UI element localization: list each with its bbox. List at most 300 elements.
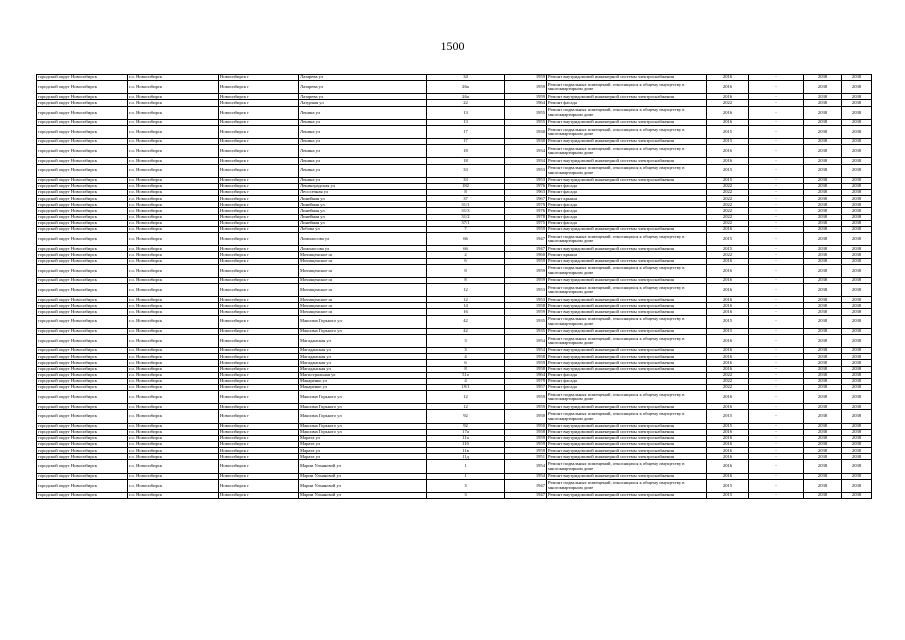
street-cell: Линейная ул <box>299 214 427 220</box>
street-cell: Магаданская ул <box>299 348 427 354</box>
house-number-cell: 8 <box>427 366 505 372</box>
planned-year-cell: 2015 <box>707 492 749 498</box>
city-cell: Новосибирск г <box>219 258 299 264</box>
end-year-2-cell: 2038 <box>842 354 872 360</box>
year-built-cell: 1954 <box>505 334 547 347</box>
city-cell: Новосибирск г <box>219 100 299 106</box>
housing-repair-table <box>36 74 872 499</box>
planned-year-cell: 2016 <box>707 404 749 410</box>
end-year-cell: 2038 <box>804 139 842 145</box>
district-cell: городской округ Новосибирск <box>37 391 128 404</box>
district-cell: городской округ Новосибирск <box>37 309 128 315</box>
municipality-cell: г.о. Новосибирск <box>128 158 219 164</box>
work-type-cell: Ремонт внутридомовой инженерной системы электроснабжения <box>547 158 707 164</box>
municipality-cell: г.о. Новосибирск <box>128 360 219 366</box>
work-type-cell: Ремонт подвальных помещений, относящихся к общему имуществу в многоквартирном доме <box>547 460 707 473</box>
work-type-cell: Ремонт фасада <box>547 100 707 106</box>
work-type-cell: Ремонт внутридомовой инженерной системы электроснабжения <box>547 246 707 252</box>
year-built-cell: 1959 <box>505 442 547 448</box>
district-cell: городской округ Новосибирск <box>37 196 128 202</box>
end-year-2-cell: 2038 <box>842 208 872 214</box>
dash-cell: - <box>749 264 804 277</box>
work-type-cell: Ремонт подвальных помещений, относящихся к общему имуществу в многоквартирном доме <box>547 315 707 328</box>
planned-year-cell: 2022 <box>707 252 749 258</box>
work-type-cell: Ремонт внутридомовой инженерной системы электроснабжения <box>547 75 707 81</box>
year-built-cell: 1976 <box>505 208 547 214</box>
house-number-cell: 1 <box>427 473 505 479</box>
city-cell: Новосибирск г <box>219 429 299 435</box>
end-year-cell: 2038 <box>804 429 842 435</box>
district-cell: городской округ Новосибирск <box>37 183 128 189</box>
page-number: 1500 <box>440 39 465 53</box>
end-year-2-cell: 2038 <box>842 100 872 106</box>
municipality-cell: г.о. Новосибирск <box>128 315 219 328</box>
end-year-cell: 2038 <box>804 183 842 189</box>
street-cell: Линейная ул <box>299 208 427 214</box>
planned-year-cell: 2022 <box>707 384 749 390</box>
table-row <box>37 334 872 347</box>
city-cell: Новосибирск г <box>219 315 299 328</box>
street-cell: Мочищенское ш <box>299 277 427 283</box>
end-year-2-cell: 2038 <box>842 125 872 138</box>
district-cell: городской округ Новосибирск <box>37 81 128 94</box>
planned-year-cell: 2015 <box>707 246 749 252</box>
district-cell: городской округ Новосибирск <box>37 334 128 347</box>
year-built-cell: 1950 <box>505 410 547 423</box>
year-built-cell: 1976 <box>505 183 547 189</box>
work-type-cell: Ремонт внутридомовой инженерной системы электроснабжения <box>547 258 707 264</box>
house-number-cell: 31/2 <box>427 214 505 220</box>
municipality-cell: г.о. Новосибирск <box>128 460 219 473</box>
planned-year-cell: 2015 <box>707 328 749 334</box>
end-year-2-cell: 2038 <box>842 360 872 366</box>
end-year-2-cell: 2038 <box>842 391 872 404</box>
dash-cell: - <box>749 177 804 183</box>
work-type-cell: Ремонт внутридомовой инженерной системы электроснабжения <box>547 277 707 283</box>
end-year-cell: 2038 <box>804 442 842 448</box>
city-cell: Новосибирск г <box>219 334 299 347</box>
city-cell: Новосибирск г <box>219 202 299 208</box>
house-number-cell: 17 <box>427 139 505 145</box>
year-built-cell: 1959 <box>505 264 547 277</box>
work-type-cell: Ремонт подвальных помещений, относящихся к общему имуществу в многоквартирном доме <box>547 334 707 347</box>
city-cell: Новосибирск г <box>219 283 299 296</box>
municipality-cell: г.о. Новосибирск <box>128 297 219 303</box>
municipality-cell: г.о. Новосибирск <box>128 277 219 283</box>
work-type-cell: Ремонт подвальных помещений, относящихся к общему имуществу в многоквартирном доме <box>547 81 707 94</box>
table-row <box>37 479 872 492</box>
house-number-cell: 17 <box>427 125 505 138</box>
street-cell: Мочищенское ш <box>299 297 427 303</box>
street-cell: Мочищенское ш <box>299 309 427 315</box>
end-year-2-cell: 2038 <box>842 164 872 177</box>
work-type-cell: Ремонт подвальных помещений, относящихся к общему имуществу в многоквартирном доме <box>547 391 707 404</box>
street-cell: Марии Ульяновой ул <box>299 479 427 492</box>
municipality-cell: г.о. Новосибирск <box>128 106 219 119</box>
dash-cell: - <box>749 81 804 94</box>
city-cell: Новосибирск г <box>219 372 299 378</box>
year-built-cell: 1954 <box>505 348 547 354</box>
end-year-cell: 2038 <box>804 303 842 309</box>
planned-year-cell: 2016 <box>707 258 749 264</box>
city-cell: Новосибирск г <box>219 391 299 404</box>
year-built-cell: 1964 <box>505 372 547 378</box>
end-year-2-cell: 2038 <box>842 81 872 94</box>
municipality-cell: г.о. Новосибирск <box>128 309 219 315</box>
district-cell: городской округ Новосибирск <box>37 139 128 145</box>
municipality-cell: г.о. Новосибирск <box>128 252 219 258</box>
street-cell: Мочищенское ш <box>299 283 427 296</box>
end-year-cell: 2038 <box>804 378 842 384</box>
end-year-2-cell: 2038 <box>842 75 872 81</box>
planned-year-cell: 2022 <box>707 214 749 220</box>
work-type-cell: Ремонт внутридомовой инженерной системы электроснабжения <box>547 328 707 334</box>
year-built-cell: 1954 <box>505 473 547 479</box>
year-built-cell: 1959 <box>505 404 547 410</box>
dash-cell: - <box>749 448 804 454</box>
planned-year-cell: 2015 <box>707 233 749 246</box>
street-cell: Магаданская ул <box>299 366 427 372</box>
work-type-cell: Ремонт фасада <box>547 190 707 196</box>
end-year-cell: 2038 <box>804 233 842 246</box>
end-year-2-cell: 2038 <box>842 404 872 410</box>
district-cell: городской округ Новосибирск <box>37 492 128 498</box>
street-cell: Максима Горького ул <box>299 410 427 423</box>
end-year-2-cell: 2038 <box>842 303 872 309</box>
city-cell: Новосибирск г <box>219 226 299 232</box>
planned-year-cell: 2016 <box>707 303 749 309</box>
end-year-2-cell: 2038 <box>842 448 872 454</box>
dash-cell: - <box>749 492 804 498</box>
planned-year-cell: 2015 <box>707 164 749 177</box>
street-cell: Лазурная ул <box>299 100 427 106</box>
year-built-cell: 1934 <box>505 145 547 158</box>
end-year-cell: 2038 <box>804 190 842 196</box>
house-number-cell: 42 <box>427 328 505 334</box>
work-type-cell: Ремонт фасада <box>547 372 707 378</box>
dash-cell: - <box>749 277 804 283</box>
table-row <box>37 283 872 296</box>
year-built-cell: 1959 <box>505 258 547 264</box>
house-number-cell: 37/1 <box>427 220 505 226</box>
year-built-cell: 1935 <box>505 315 547 328</box>
end-year-cell: 2038 <box>804 360 842 366</box>
work-type-cell: Ремонт внутридомовой инженерной системы электроснабжения <box>547 177 707 183</box>
municipality-cell: г.о. Новосибирск <box>128 220 219 226</box>
work-type-cell: Ремонт внутридомовой инженерной системы электроснабжения <box>547 435 707 441</box>
end-year-cell: 2038 <box>804 164 842 177</box>
work-type-cell: Ремонт подвальных помещений, относящихся к общему имуществу в многоквартирном доме <box>547 106 707 119</box>
dash-cell: - <box>749 315 804 328</box>
street-cell: Магаданская ул <box>299 334 427 347</box>
end-year-cell: 2038 <box>804 81 842 94</box>
district-cell: городской округ Новосибирск <box>37 473 128 479</box>
street-cell: Ленина ул <box>299 158 427 164</box>
district-cell: городской округ Новосибирск <box>37 360 128 366</box>
house-number-cell: 3 <box>427 348 505 354</box>
municipality-cell: г.о. Новосибирск <box>128 202 219 208</box>
district-cell: городской округ Новосибирск <box>37 208 128 214</box>
year-built-cell: 1959 <box>505 75 547 81</box>
municipality-cell: г.о. Новосибирск <box>128 226 219 232</box>
city-cell: Новосибирск г <box>219 360 299 366</box>
city-cell: Новосибирск г <box>219 139 299 145</box>
house-number-cell: 51а <box>427 372 505 378</box>
table-row <box>37 315 872 328</box>
year-built-cell: 1935 <box>505 328 547 334</box>
dash-cell: - <box>749 202 804 208</box>
city-cell: Новосибирск г <box>219 190 299 196</box>
street-cell: Ленина ул <box>299 145 427 158</box>
house-number-cell: 6 <box>427 360 505 366</box>
end-year-2-cell: 2038 <box>842 177 872 183</box>
year-built-cell: 1979 <box>505 378 547 384</box>
municipality-cell: г.о. Новосибирск <box>128 404 219 410</box>
district-cell: городской округ Новосибирск <box>37 479 128 492</box>
year-built-cell: 1979 <box>505 202 547 208</box>
district-cell: городской округ Новосибирск <box>37 283 128 296</box>
work-type-cell: Ремонт фасада <box>547 220 707 226</box>
district-cell: городской округ Новосибирск <box>37 303 128 309</box>
street-cell: Лесосечная ул <box>299 190 427 196</box>
municipality-cell: г.о. Новосибирск <box>128 384 219 390</box>
year-built-cell: 1947 <box>505 479 547 492</box>
dash-cell: - <box>749 410 804 423</box>
year-built-cell: 1959 <box>505 226 547 232</box>
dash-cell: - <box>749 348 804 354</box>
city-cell: Новосибирск г <box>219 348 299 354</box>
municipality-cell: г.о. Новосибирск <box>128 208 219 214</box>
house-number-cell: 31/1 <box>427 202 505 208</box>
planned-year-cell: 2016 <box>707 448 749 454</box>
city-cell: Новосибирск г <box>219 145 299 158</box>
end-year-cell: 2038 <box>804 454 842 460</box>
house-number-cell: 11а <box>427 435 505 441</box>
end-year-2-cell: 2038 <box>842 139 872 145</box>
end-year-cell: 2038 <box>804 94 842 100</box>
municipality-cell: г.о. Новосибирск <box>128 454 219 460</box>
district-cell: городской округ Новосибирск <box>37 277 128 283</box>
municipality-cell: г.о. Новосибирск <box>128 372 219 378</box>
district-cell: городской округ Новосибирск <box>37 106 128 119</box>
work-type-cell: Ремонт подвальных помещений, относящихся к общему имуществу в многоквартирном доме <box>547 410 707 423</box>
end-year-2-cell: 2038 <box>842 372 872 378</box>
street-cell: Магаданская ул <box>299 360 427 366</box>
planned-year-cell: 2015 <box>707 315 749 328</box>
street-cell: Лобова ул <box>299 226 427 232</box>
planned-year-cell: 2015 <box>707 177 749 183</box>
end-year-cell: 2038 <box>804 410 842 423</box>
year-built-cell: 1967 <box>505 196 547 202</box>
work-type-cell: Ремонт подвальных помещений, относящихся к общему имуществу в многоквартирном доме <box>547 479 707 492</box>
end-year-cell: 2038 <box>804 208 842 214</box>
end-year-2-cell: 2038 <box>842 378 872 384</box>
year-built-cell: 1959 <box>505 81 547 94</box>
table-row <box>37 106 872 119</box>
planned-year-cell: 2016 <box>707 309 749 315</box>
city-cell: Новосибирск г <box>219 423 299 429</box>
planned-year-cell: 2015 <box>707 423 749 429</box>
city-cell: Новосибирск г <box>219 297 299 303</box>
planned-year-cell: 2016 <box>707 460 749 473</box>
dash-cell: - <box>749 196 804 202</box>
municipality-cell: г.о. Новосибирск <box>128 378 219 384</box>
work-type-cell: Ремонт крыши <box>547 252 707 258</box>
end-year-2-cell: 2038 <box>842 119 872 125</box>
dash-cell: - <box>749 309 804 315</box>
table-row <box>37 410 872 423</box>
end-year-cell: 2038 <box>804 473 842 479</box>
district-cell: городской округ Новосибирск <box>37 145 128 158</box>
work-type-cell: Ремонт фасада <box>547 202 707 208</box>
dash-cell: - <box>749 479 804 492</box>
municipality-cell: г.о. Новосибирск <box>128 442 219 448</box>
city-cell: Новосибирск г <box>219 460 299 473</box>
city-cell: Новосибирск г <box>219 94 299 100</box>
end-year-2-cell: 2038 <box>842 202 872 208</box>
table-row <box>37 233 872 246</box>
year-built-cell: 1958 <box>505 354 547 360</box>
district-cell: городской округ Новосибирск <box>37 378 128 384</box>
district-cell: городской округ Новосибирск <box>37 220 128 226</box>
municipality-cell: г.о. Новосибирск <box>128 214 219 220</box>
district-cell: городской округ Новосибирск <box>37 435 128 441</box>
district-cell: городской округ Новосибирск <box>37 354 128 360</box>
end-year-cell: 2038 <box>804 366 842 372</box>
city-cell: Новосибирск г <box>219 233 299 246</box>
dash-cell: - <box>749 303 804 309</box>
district-cell: городской округ Новосибирск <box>37 177 128 183</box>
dash-cell: - <box>749 246 804 252</box>
dash-cell: - <box>749 372 804 378</box>
end-year-2-cell: 2038 <box>842 226 872 232</box>
municipality-cell: г.о. Новосибирск <box>128 410 219 423</box>
district-cell: городской округ Новосибирск <box>37 190 128 196</box>
house-number-cell: 11б <box>427 442 505 448</box>
street-cell: Линейная ул <box>299 202 427 208</box>
house-number-cell: 4 <box>427 378 505 384</box>
year-built-cell: 1947 <box>505 233 547 246</box>
city-cell: Новосибирск г <box>219 384 299 390</box>
house-number-cell: 1 <box>427 460 505 473</box>
street-cell: Ленина ул <box>299 125 427 138</box>
municipality-cell: г.о. Новосибирск <box>128 473 219 479</box>
end-year-2-cell: 2038 <box>842 258 872 264</box>
dash-cell: - <box>749 252 804 258</box>
house-number-cell: 12 <box>427 391 505 404</box>
end-year-cell: 2038 <box>804 297 842 303</box>
end-year-2-cell: 2038 <box>842 283 872 296</box>
end-year-2-cell: 2038 <box>842 246 872 252</box>
dash-cell: - <box>749 283 804 296</box>
work-type-cell: Ремонт внутридомовой инженерной системы электроснабжения <box>547 303 707 309</box>
dash-cell: - <box>749 139 804 145</box>
street-cell: Ленина ул <box>299 164 427 177</box>
end-year-cell: 2038 <box>804 277 842 283</box>
work-type-cell: Ремонт внутридомовой инженерной системы электроснабжения <box>547 348 707 354</box>
district-cell: городской округ Новосибирск <box>37 297 128 303</box>
dash-cell: - <box>749 423 804 429</box>
end-year-2-cell: 2038 <box>842 106 872 119</box>
house-number-cell: 31/3 <box>427 208 505 214</box>
city-cell: Новосибирск г <box>219 125 299 138</box>
work-type-cell: Ремонт внутридомовой инженерной системы электроснабжения <box>547 119 707 125</box>
end-year-cell: 2038 <box>804 220 842 226</box>
city-cell: Новосибирск г <box>219 264 299 277</box>
city-cell: Новосибирск г <box>219 479 299 492</box>
end-year-cell: 2038 <box>804 246 842 252</box>
street-cell: Максима Горького ул <box>299 328 427 334</box>
municipality-cell: г.о. Новосибирск <box>128 164 219 177</box>
house-number-cell: 13 <box>427 119 505 125</box>
end-year-2-cell: 2038 <box>842 264 872 277</box>
city-cell: Новосибирск г <box>219 366 299 372</box>
house-number-cell: 22 <box>427 100 505 106</box>
municipality-cell: г.о. Новосибирск <box>128 429 219 435</box>
dash-cell: - <box>749 190 804 196</box>
year-built-cell: 1947 <box>505 492 547 498</box>
dash-cell: - <box>749 125 804 138</box>
house-number-cell: 33 <box>427 177 505 183</box>
end-year-cell: 2038 <box>804 460 842 473</box>
end-year-2-cell: 2038 <box>842 435 872 441</box>
work-type-cell: Ремонт внутридомовой инженерной системы электроснабжения <box>547 94 707 100</box>
dash-cell: - <box>749 435 804 441</box>
municipality-cell: г.о. Новосибирск <box>128 100 219 106</box>
end-year-cell: 2038 <box>804 404 842 410</box>
planned-year-cell: 2016 <box>707 354 749 360</box>
table-row <box>37 264 872 277</box>
district-cell: городской округ Новосибирск <box>37 252 128 258</box>
dash-cell: - <box>749 226 804 232</box>
street-cell: Лазарева ул <box>299 81 427 94</box>
work-type-cell: Ремонт внутридомовой инженерной системы электроснабжения <box>547 404 707 410</box>
city-cell: Новосибирск г <box>219 183 299 189</box>
street-cell: Линейная ул <box>299 220 427 226</box>
street-cell: Линейная ул <box>299 196 427 202</box>
district-cell: городской округ Новосибирск <box>37 384 128 390</box>
street-cell: Максима Горького ул <box>299 391 427 404</box>
work-type-cell: Ремонт внутридомовой инженерной системы электроснабжения <box>547 226 707 232</box>
street-cell: Максима Горького ул <box>299 315 427 328</box>
street-cell: Ленина ул <box>299 139 427 145</box>
street-cell: Ленина ул <box>299 106 427 119</box>
city-cell: Новосибирск г <box>219 378 299 384</box>
municipality-cell: г.о. Новосибирск <box>128 233 219 246</box>
end-year-cell: 2038 <box>804 226 842 232</box>
planned-year-cell: 2022 <box>707 100 749 106</box>
work-type-cell: Ремонт внутридомовой инженерной системы электроснабжения <box>547 309 707 315</box>
city-cell: Новосибирск г <box>219 81 299 94</box>
city-cell: Новосибирск г <box>219 410 299 423</box>
street-cell: Мочищенское ш <box>299 303 427 309</box>
dash-cell: - <box>749 360 804 366</box>
planned-year-cell: 2016 <box>707 442 749 448</box>
district-cell: городской округ Новосибирск <box>37 410 128 423</box>
street-cell: Марата ул <box>299 448 427 454</box>
planned-year-cell: 2016 <box>707 226 749 232</box>
year-built-cell: 1959 <box>505 309 547 315</box>
planned-year-cell: 2016 <box>707 145 749 158</box>
house-number-cell: 19/1 <box>427 384 505 390</box>
work-type-cell: Ремонт подвальных помещений, относящихся к общему имуществу в многоквартирном доме <box>547 283 707 296</box>
district-cell: городской округ Новосибирск <box>37 442 128 448</box>
work-type-cell: Ремонт внутридомовой инженерной системы электроснабжения <box>547 360 707 366</box>
end-year-cell: 2038 <box>804 258 842 264</box>
municipality-cell: г.о. Новосибирск <box>128 246 219 252</box>
municipality-cell: г.о. Новосибирск <box>128 145 219 158</box>
end-year-cell: 2038 <box>804 348 842 354</box>
